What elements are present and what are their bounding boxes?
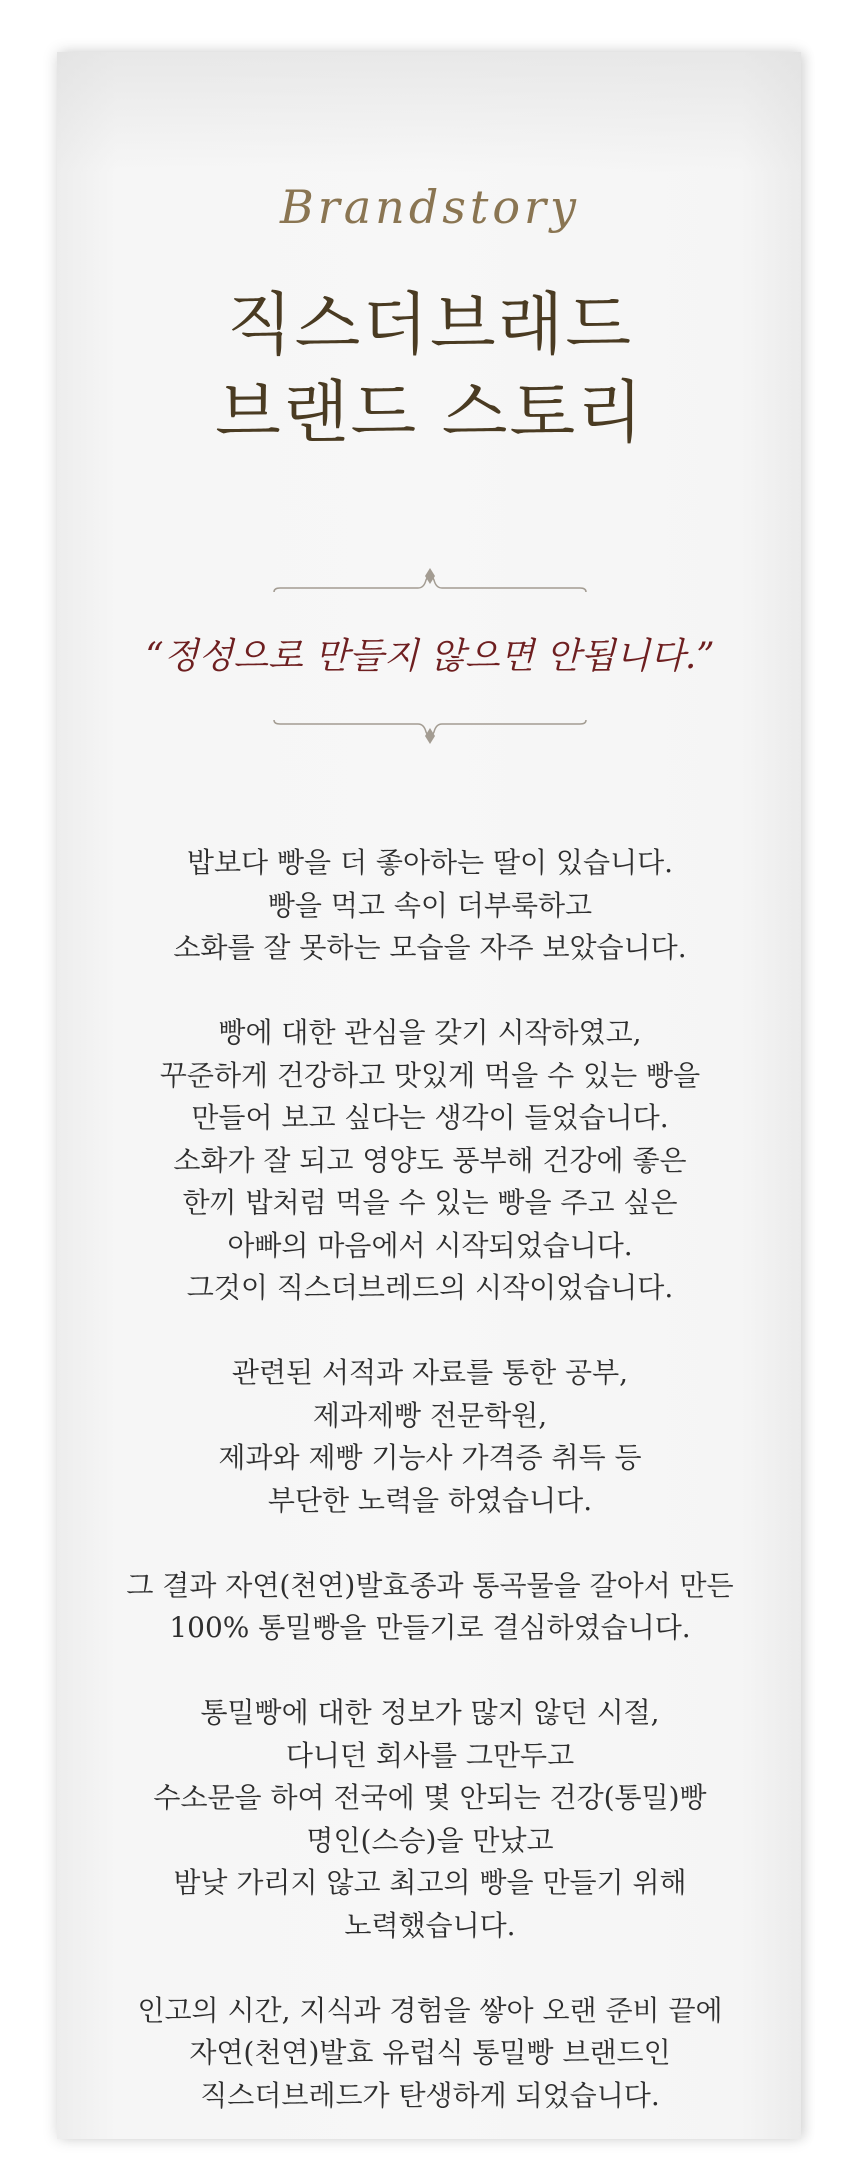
brand-story-body [60,842,800,2160]
story-paragraph-5 [60,1692,800,1947]
story-line: 소화를 잘 못하는 모습을 자주 보았습니다. [173,931,687,964]
title-line-1: 직스더브래드 [226,286,634,365]
title-line-2: 브랜드 스토리 [215,374,645,453]
story-line: 인고의 시간, 지식과 경험을 쌓아 오랜 준비 끝에 [137,1993,723,2027]
story-line: 관련된 서적과 자료를 통한 공부, [231,1356,629,1389]
story-line: 부단한 노력을 하였습니다. [267,1483,593,1517]
story-line: 수소문을 하여 전국에 몇 안되는 건강(통밀)빵 [153,1781,707,1814]
story-line: 제과와 제빵 기능사 가격증 취득 등 [218,1441,642,1474]
story-line: 100% 통밀빵을 만들기로 결심하였습니다. [169,1611,691,1644]
story-line: 만들어 보고 싶다는 생각이 들었습니다. [191,1101,669,1134]
story-line: 명인(스승)을 만났고 [306,1823,554,1857]
story-line: 다니던 회사를 그만두고 [285,1738,575,1772]
story-line: 그 결과 자연(천연)발효종과 통곡물을 갈아서 만든 [126,1568,734,1602]
story-line: 노력했습니다. [344,1908,516,1942]
story-line: 빵을 먹고 속이 더부룩하고 [267,888,593,922]
story-line: 통밀빵에 대한 정보가 많지 않던 시절, [200,1696,660,1729]
story-line: 밥보다 빵을 더 좋아하는 딸이 있습니다. [186,846,674,879]
bottom-ornament-divider [270,708,590,748]
story-paragraph-1 [60,842,800,970]
story-line: 소화가 잘 되고 영양도 풍부해 건강에 좋은 [173,1143,687,1177]
story-paragraph-3 [60,1352,800,1522]
story-paragraph-4 [60,1565,800,1650]
story-paragraph-2 [60,1012,800,1310]
story-line: 제과제빵 전문학원, [312,1398,548,1432]
brand-motto-quote: “정성으로 만들지 않으면 안됩니다.” [145,636,715,677]
story-paragraph-6 [60,1990,800,2118]
brandstory-script-title: Brandstory [279,180,581,234]
story-line: 자연(천연)발효 유럽식 통밀빵 브랜드인 [189,2036,671,2069]
story-line: 한끼 밥처럼 먹을 수 있는 빵을 주고 싶은 [182,1186,678,1219]
story-line: 밤낮 가리지 않고 최고의 빵을 만들기 위해 [173,1866,687,1899]
page-title [0,282,860,458]
top-ornament-divider [270,564,590,604]
story-line: 꾸준하게 건강하고 맛있게 먹을 수 있는 빵을 [159,1058,701,1092]
story-line: 직스더브레드가 탄생하게 되었습니다. [200,2078,660,2112]
story-line: 아빠의 마음에서 시작되었습니다. [227,1228,633,1262]
story-line: 그것이 직스더브레드의 시작이었습니다. [186,1271,674,1304]
story-line: 빵에 대한 관심을 갖기 시작하였고, [218,1016,642,1049]
paper-top-shadow [57,52,801,172]
